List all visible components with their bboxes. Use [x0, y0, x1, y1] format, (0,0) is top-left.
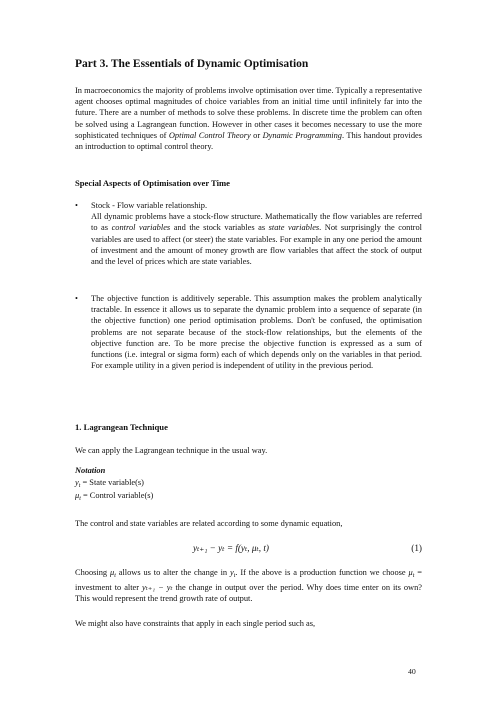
- section-heading-lagrangean: 1. Lagrangean Technique: [75, 422, 168, 432]
- notation-control-variable: $\mu_t$ = Control variable(s): [75, 491, 154, 502]
- intro-emphasis-dynamic-programming: Dynamic Programming: [262, 130, 342, 140]
- bullet-objective-function-text: The objective function is additively seperable. This assumption makes the problem analytically tractable. In essence it allows us to separate the dynamic problem into a sequence of separate (in the objective function) one period optimisation problems. Don't be confused, the optimisation problems are not separate because of the stock-flow relationships, but the elements of the objective function are. To be more precise the objective function is expressed as a sum of functions (i.e. integral or sigma form) each of which depends only on the variables in that period. For example utility in a given period is independent of utility in the previous period.: [91, 294, 422, 371]
- emphasis-state-variables: state variables: [268, 223, 320, 233]
- notation-state-variable: $y_t$ = State variable(s): [75, 478, 144, 489]
- page-number: 40: [408, 667, 416, 676]
- lagrangean-intro: We can apply the Lagrangean technique in the usual way.: [75, 446, 268, 455]
- bullet-objective-function: [75, 293, 422, 371]
- page-title: Part 3. The Essentials of Dynamic Optimisation: [75, 58, 309, 70]
- special-aspects-heading: Special Aspects of Optimisation over Time: [75, 178, 230, 188]
- relation-sentence: The control and state variables are related according to some dynamic equation,: [75, 519, 343, 528]
- intro-emphasis-optimal-control: Optimal Control Theory: [168, 130, 251, 140]
- constraints-sentence: We might also have constraints that apply in each single period such as,: [75, 619, 316, 628]
- bullet-stock-flow-text: Stock - Flow variable relationship. All dynamic problems have a stock-flow structure. Mathematically the flow variables are referred to as control variables and the stock variables as state variables. Not surprisingly the control variables are used to affect (or steer) the state variables. For example in any one period the amount of investment and the amount of money growth are flow variables that affect the stock of output and the level of prices which are state variables.: [91, 201, 422, 267]
- equation-number: (1): [411, 543, 422, 553]
- bullet-icon: •: [75, 201, 78, 210]
- bullet-stock-flow-title: Stock - Flow variable relationship.: [91, 201, 208, 210]
- intro-or: or: [250, 130, 263, 140]
- intro-paragraph: [75, 85, 422, 152]
- dynamic-equation: yₜ₊₁ − yₜ = f(yₜ, μₜ, t): [193, 543, 269, 553]
- bullet-stock-flow: [75, 200, 422, 267]
- bullet-icon: •: [75, 294, 78, 303]
- emphasis-control-variables: control variables: [111, 223, 171, 233]
- choosing-paragraph: Choosing $\mu_t$ allows us to alter the change in $y_t$. If the above is a production function we choose $\mu_t$ = investment to alter yₜ₊₁ − yₜ the change in output over the period. Why does time enter on its own? This would represent the trend growth rate of output.: [75, 568, 422, 604]
- intro-text-2: . This handout provides an introduction to optimal control theory.: [75, 130, 422, 152]
- notation-heading: Notation: [75, 466, 106, 475]
- intro-text-1: In macroeconomics the majority of problems involve optimisation over time. Typically a representative agent chooses optimal magnitudes of choice variables from an initial time until infinitely far into the future. There are a number of methods to solve these problems. In discrete time the problem can often be solved using a Lagrangean function. However in other cases it becomes necessary to use the more sophisticated techniques of: [75, 86, 422, 140]
